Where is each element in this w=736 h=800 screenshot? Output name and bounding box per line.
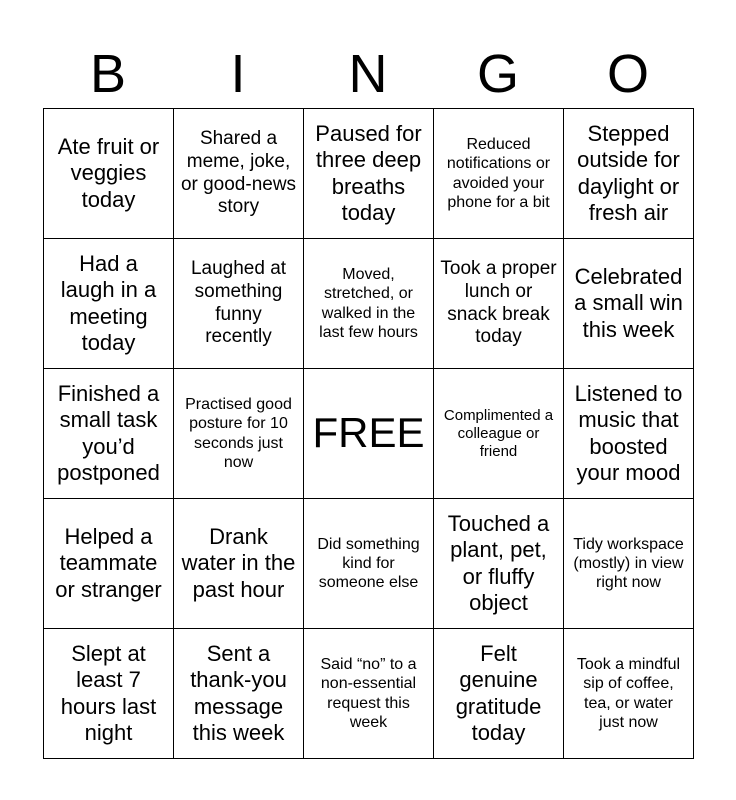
- bingo-header: [43, 40, 693, 108]
- header-letter-i: I: [230, 44, 246, 104]
- bingo-cell: Tidy workspace (mostly) in view right now: [564, 499, 694, 629]
- header-letter-n: N: [348, 44, 388, 104]
- header-letter-b: B: [89, 44, 127, 104]
- bingo-cell: Stepped outside for daylight or fresh air: [564, 109, 694, 239]
- bingo-cell: Slept at least 7 hours last night: [44, 629, 174, 759]
- bingo-cell: Moved, stretched, or walked in the last few hours: [304, 239, 434, 369]
- bingo-cell: Drank water in the past hour: [174, 499, 304, 629]
- grid-row: [44, 629, 694, 759]
- grid-row: [44, 239, 694, 369]
- bingo-cell: Took a mindful sip of coffee, tea, or water just now: [564, 629, 694, 759]
- grid-row: [44, 109, 694, 239]
- bingo-cell: Practised good posture for 10 seconds just now: [174, 369, 304, 499]
- bingo-cell: Laughed at something funny recently: [174, 239, 304, 369]
- bingo-cell: Reduced notifications or avoided your phone for a bit: [434, 109, 564, 239]
- bingo-cell: Shared a meme, joke, or good-news story: [174, 109, 304, 239]
- bingo-cell: Celebrated a small win this week: [564, 239, 694, 369]
- bingo-cell: Paused for three deep breaths today: [304, 109, 434, 239]
- grid-row: [44, 499, 694, 629]
- bingo-cell: Touched a plant, pet, or fluffy object: [434, 499, 564, 629]
- bingo-cell: Ate fruit or veggies today: [44, 109, 174, 239]
- free-space: FREE: [304, 369, 434, 499]
- header-letter-o: O: [606, 44, 649, 104]
- bingo-cell: Listened to music that boosted your mood: [564, 369, 694, 499]
- bingo-grid: [43, 108, 694, 759]
- bingo-cell: Had a laugh in a meeting today: [44, 239, 174, 369]
- bingo-cell: Finished a small task you’d postponed: [44, 369, 174, 499]
- bingo-cell: Took a proper lunch or snack break today: [434, 239, 564, 369]
- bingo-cell: Complimented a colleague or friend: [434, 369, 564, 499]
- bingo-cell: Said “no” to a non-essential request this week: [304, 629, 434, 759]
- bingo-cell: Did something kind for someone else: [304, 499, 434, 629]
- bingo-cell: Sent a thank-you message this week: [174, 629, 304, 759]
- bingo-cell: Helped a teammate or stranger: [44, 499, 174, 629]
- bingo-cell: Felt genuine gratitude today: [434, 629, 564, 759]
- header-letter-g: G: [476, 44, 519, 104]
- grid-row: [44, 369, 694, 499]
